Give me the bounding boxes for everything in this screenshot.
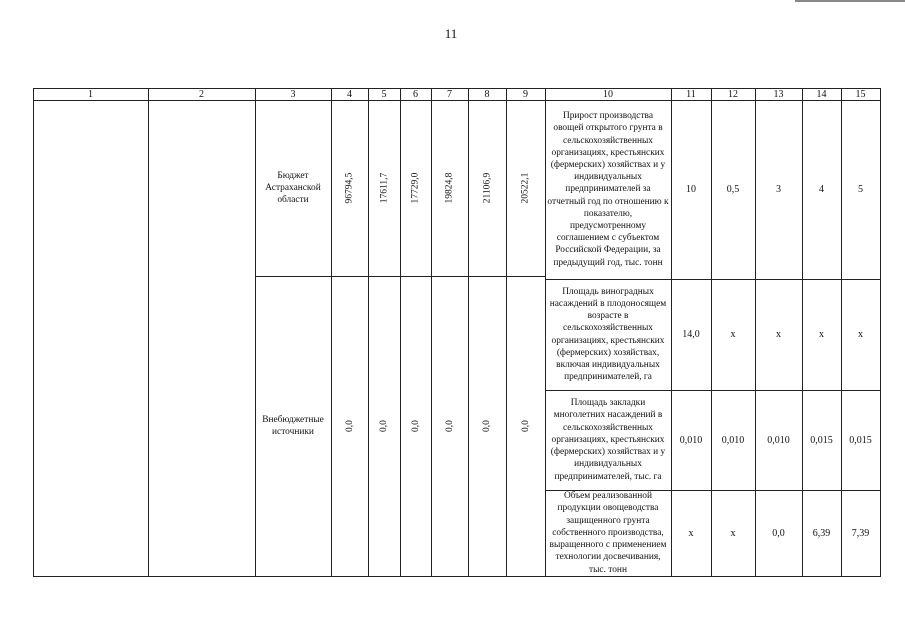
indicator-value: 0,010 bbox=[721, 434, 745, 446]
indicator-value: 14,0 bbox=[682, 329, 700, 340]
budget-value-text: 19824,8 bbox=[444, 172, 455, 204]
budget-value bbox=[468, 100, 506, 276]
nonbudget-value-text: 0,0 bbox=[520, 420, 531, 432]
indicator-value: х bbox=[776, 329, 781, 340]
nonbudget-value bbox=[468, 276, 506, 576]
indicator-value: 6,39 bbox=[812, 527, 831, 539]
header-col-6: 6 bbox=[413, 89, 418, 100]
budget-value bbox=[331, 100, 368, 276]
indicator-value: х bbox=[819, 329, 824, 340]
indicator-value: 0,015 bbox=[810, 434, 833, 446]
source-budget: Бюджет Астраханской области bbox=[265, 170, 321, 206]
budget-value bbox=[400, 100, 431, 276]
indicator-value: 0,5 bbox=[726, 184, 740, 195]
indicator-text: Площадь виноградных насаждений в плодоносящем возрасте в сельскохозяйственных организациях, крестьянских (фермерских) хозяйствах, включая индивидуальных предпринимателей, га bbox=[549, 286, 667, 383]
budget-value bbox=[368, 100, 400, 276]
indicator-value: 7,39 bbox=[851, 527, 870, 539]
indicator-value: 0,015 bbox=[849, 434, 872, 446]
header-col-1: 1 bbox=[88, 89, 93, 100]
indicator-value: х bbox=[688, 527, 694, 539]
header-col-10: 10 bbox=[603, 89, 613, 100]
nonbudget-value bbox=[331, 276, 368, 576]
budget-value bbox=[431, 100, 468, 276]
indicator-value: 4 bbox=[819, 184, 824, 195]
nonbudget-value-text: 0,0 bbox=[379, 420, 389, 432]
budget-value-text: 17729,0 bbox=[410, 172, 421, 204]
nonbudget-value bbox=[431, 276, 468, 576]
header-col-4: 4 bbox=[347, 89, 352, 100]
top-edge-line bbox=[795, 0, 905, 2]
budget-value-text: 21106,9 bbox=[482, 172, 492, 204]
indicator-value: х bbox=[858, 329, 863, 340]
indicator-value: 3 bbox=[776, 184, 781, 195]
source-nonbudget: Внебюджетные источники bbox=[262, 414, 324, 437]
header-col-14: 14 bbox=[816, 89, 827, 100]
indicator-value: 0,010 bbox=[679, 434, 703, 446]
header-col-9: 9 bbox=[523, 89, 528, 100]
column-border-15 bbox=[880, 88, 881, 577]
page-number: 11 bbox=[444, 26, 458, 41]
header-col-7: 7 bbox=[447, 89, 452, 100]
table-bottom-border bbox=[33, 576, 881, 577]
header-col-2: 2 bbox=[199, 89, 204, 100]
budget-value-text: 20522,1 bbox=[520, 172, 531, 204]
indicator-value: 10 bbox=[686, 184, 696, 195]
indicator-value: 0,010 bbox=[767, 434, 790, 446]
header-col-8: 8 bbox=[484, 89, 490, 100]
nonbudget-value-text: 0,0 bbox=[444, 420, 455, 432]
indicator-text: Площадь закладки многолетних насаждений в сельскохозяйственных организациях, крестьянских (фермерских) хозяйствах и у индивидуальных предпринимателей, тыс. га bbox=[550, 398, 666, 482]
nonbudget-value-text: 0,0 bbox=[344, 420, 355, 432]
header-col-11: 11 bbox=[686, 89, 696, 100]
column-border-0 bbox=[33, 88, 34, 577]
nonbudget-value-text: 0,0 bbox=[410, 420, 421, 432]
indicator-value: х bbox=[730, 329, 736, 340]
indicator-text: Прирост производства овощей открытого грунта в сельскохозяйственных организациях, крестьянских (фермерских) хозяйствах и у индивидуальных предпринимателей за отчетный год по отношению к показателю, предусмотренному соглашением с субъектом Российской Федерации, за предыдущий год, тыс. тонн bbox=[547, 111, 669, 268]
header-col-3: 3 bbox=[290, 89, 296, 100]
nonbudget-value-text: 0,0 bbox=[482, 420, 492, 432]
indicator-text: Объем реализованной продукции овощеводства защищенного грунта собственного производства, выращенного с применением технологии досвечивания, тыс. тонн bbox=[549, 491, 667, 575]
indicator-value: 0,0 bbox=[772, 527, 785, 539]
nonbudget-value bbox=[506, 276, 545, 576]
indicator-value: 5 bbox=[858, 184, 863, 195]
budget-value bbox=[506, 100, 545, 276]
header-col-15: 15 bbox=[855, 89, 866, 100]
header-col-12: 12 bbox=[728, 89, 738, 100]
nonbudget-value bbox=[368, 276, 400, 576]
nonbudget-value bbox=[400, 276, 431, 576]
budget-value-text: 17611,7 bbox=[379, 172, 389, 204]
header-col-5: 5 bbox=[381, 89, 387, 100]
budget-value-text: 96794,5 bbox=[344, 172, 355, 204]
header-col-13: 13 bbox=[773, 89, 784, 100]
column-border-1 bbox=[148, 88, 149, 577]
indicator-value: х bbox=[730, 527, 736, 539]
